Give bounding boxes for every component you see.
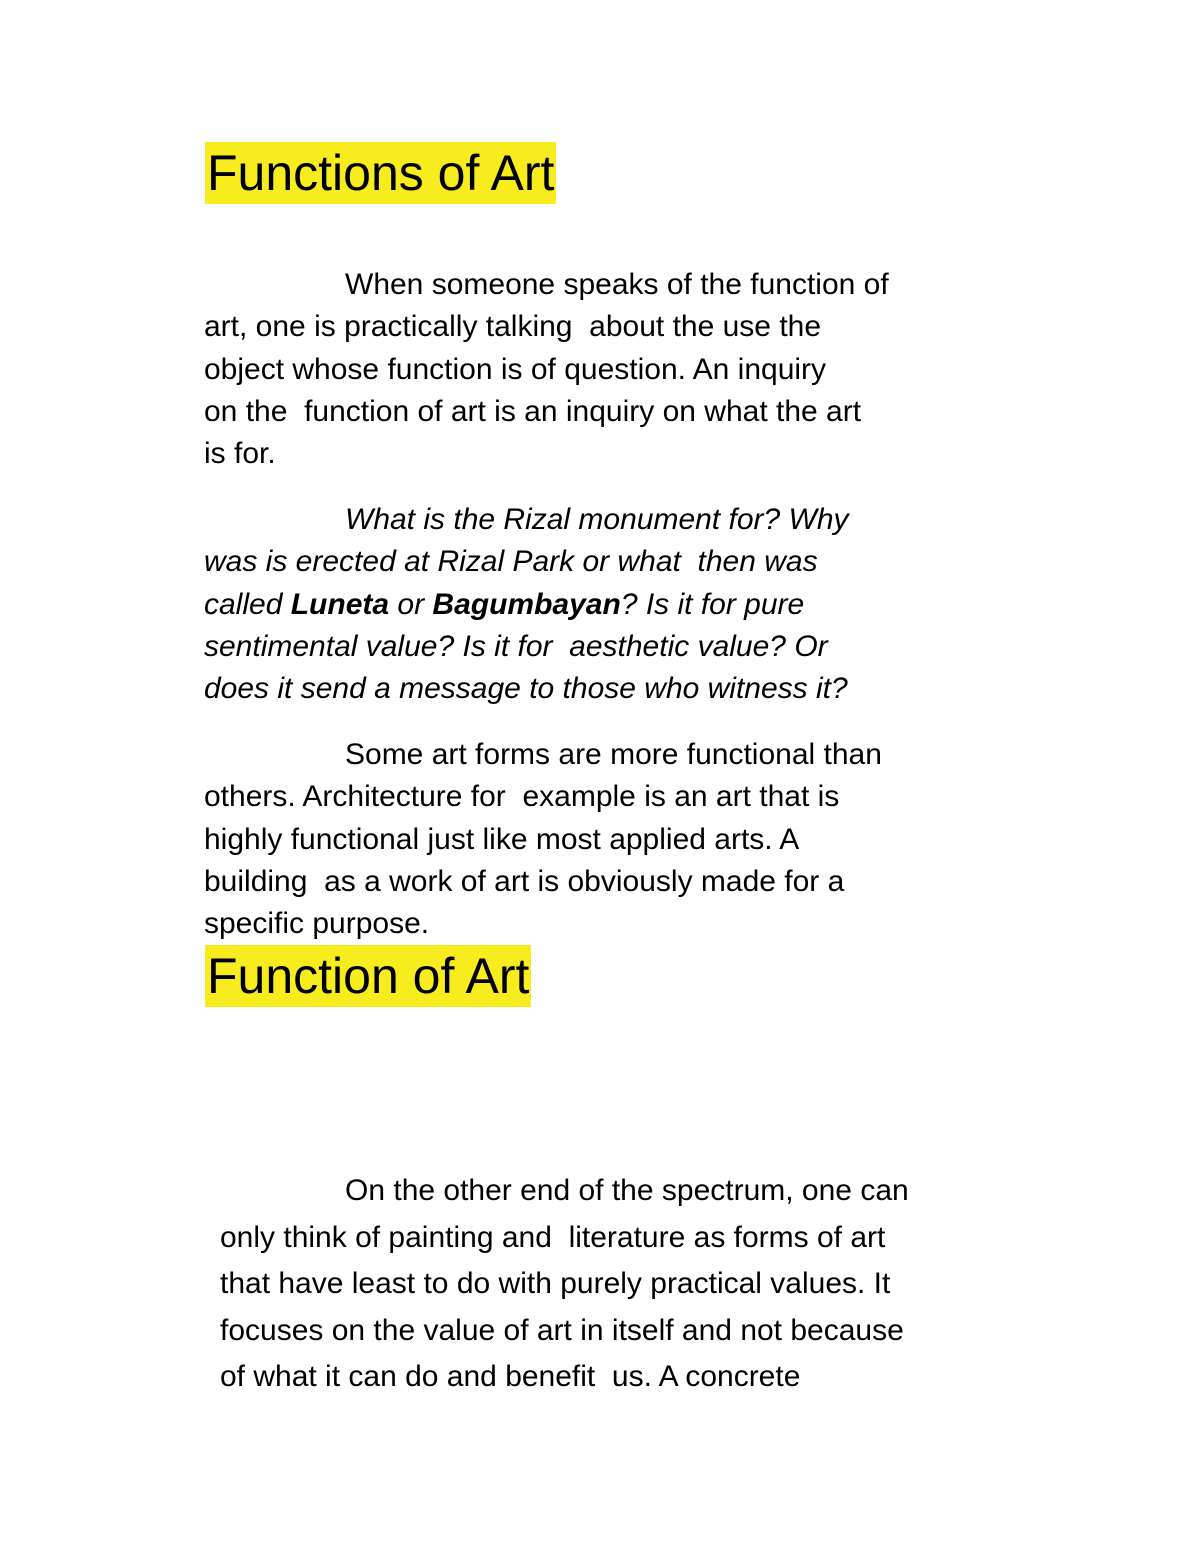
paragraph-line: building as a work of art is obviously made for a xyxy=(204,864,845,898)
paragraph-line: highly functional just like most applied arts. A xyxy=(204,822,800,856)
paragraph-line: object whose function is of question. An inquiry xyxy=(204,352,827,386)
line-text: ? Is it for pure xyxy=(620,587,805,621)
paragraph-line: is for. xyxy=(204,437,276,471)
paragraph-line: When someone speaks of the function of xyxy=(345,268,889,301)
paragraph-functional-art xyxy=(204,734,882,945)
bold-term-bagumbayan: Bagumbayan xyxy=(432,587,621,621)
paragraph-line: of what it can do and benefit us. A concrete xyxy=(220,1360,801,1393)
line-text: or xyxy=(389,587,433,621)
paragraph-line: specific purpose. xyxy=(204,907,430,941)
bold-term-luneta: Luneta xyxy=(290,587,390,621)
section-heading-functions-of-art: Functions of Art xyxy=(205,142,556,204)
paragraph-other-end-spectrum xyxy=(220,1168,909,1401)
line-text: called xyxy=(204,587,291,621)
paragraph-rizal-questions xyxy=(204,499,849,710)
paragraph-line: focuses on the value of art in itself and not because xyxy=(220,1313,904,1347)
paragraph-line: What is the Rizal monument for? Why xyxy=(345,503,849,536)
paragraph-line: On the other end of the spectrum, one can xyxy=(345,1174,909,1207)
paragraph-line: on the function of art is an inquiry on what the art xyxy=(204,394,862,428)
paragraph-line: was is erected at Rizal Park or what then was xyxy=(204,545,818,579)
paragraph-line: others. Architecture for example is an art that is xyxy=(204,780,840,814)
paragraph-definition xyxy=(204,264,889,475)
paragraph-line: that have least to do with purely practical values. It xyxy=(220,1267,891,1300)
paragraph-line: Some art forms are more functional than xyxy=(345,738,882,771)
paragraph-line: sentimental value? Is it for aesthetic value? Or xyxy=(204,629,828,663)
paragraph-line xyxy=(204,584,849,626)
paragraph-line: only think of painting and literature as forms of art xyxy=(220,1220,886,1254)
paragraph-line: does it send a message to those who witness it? xyxy=(204,672,848,706)
paragraph-line: art, one is practically talking about the use the xyxy=(204,310,822,344)
section-heading-function-of-art: Function of Art xyxy=(205,945,531,1007)
